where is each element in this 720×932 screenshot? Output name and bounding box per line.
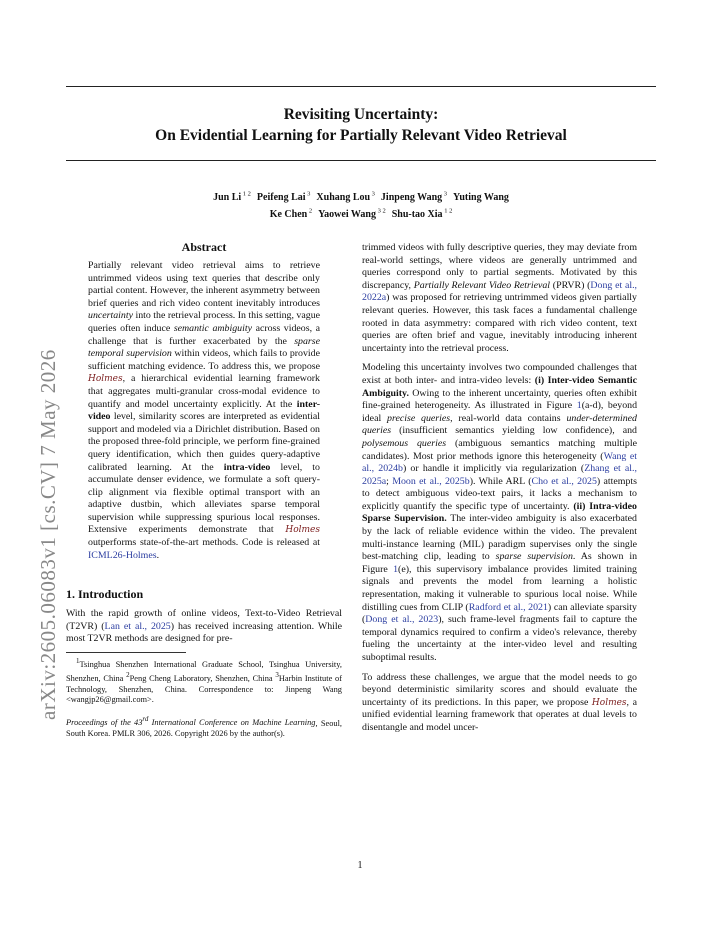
author-name: Yuting Wang bbox=[453, 192, 509, 204]
author-name: Xuhang Lou $^3$ bbox=[316, 191, 375, 204]
right-column bbox=[362, 242, 637, 735]
author-name: Yaowei Wang $^{3 2}$ bbox=[318, 207, 386, 220]
bottom-title-rule bbox=[66, 160, 656, 161]
paper-title bbox=[66, 104, 656, 146]
author-name: Jun Li $^{1 2}$ bbox=[213, 191, 251, 204]
author-name: Peifeng Lai $^3$ bbox=[256, 191, 311, 204]
page-number: 1 bbox=[357, 860, 363, 871]
proceedings-note: Proceedings of the 43rd International Conference on Machine Learning, Seoul, South Korea. PMLR 306, 2026. Copyright 2026 by the author(s). bbox=[66, 715, 342, 738]
footnote-rule bbox=[66, 652, 186, 653]
right-paragraph-1: trimmed videos with fully descriptive queries, they may deviate from real-world settings, where videos are generally untrimmed and queries correspond only to partial segments. Motivated by this discrepancy, Partially Relevant Video Retrieval (PRVR) (Dong et al., 2022a) was proposed for retrieving untrimmed videos given partially relevant queries. However, this task faces a fundamental challenge rooted in data asymmetry: compared with rich video content, text queries are often brief and vague, inevitably introducing inherent uncertainty into the retrieval process. bbox=[362, 242, 638, 354]
title-line-1: Revisiting Uncertainty: bbox=[283, 106, 439, 123]
left-column bbox=[66, 240, 342, 739]
arxiv-identifier: arXiv:2605.06083v1 [cs.CV] 7 May 2026 bbox=[36, 349, 60, 720]
right-paragraph-2: Modeling this uncertainty involves two compounded challenges that exist at both inter- and intra-video levels: (i) Inter-video Semantic Ambiguity. Owing to the inherent uncertainty, queries often exhibit fine-grained heterogeneity. As illustrated in Figure 1(a-d), beyond ideal precise queries, real-world data contains under-determined queries (insufficient semantics yielding low confidence), and polysemous queries (ambiguous semantics matching multiple candidates). Most prior methods ignore this heterogeneity (Wang et al., 2024b) or handle it implicitly via regularization (Zhang et al., 2025a; Moon et al., 2025b). While ARL (Cho et al., 2025) attempts to detect ambiguous video-text pairs, it lacks a mechanism to explicitly quantify the specific type of uncertainty. (ii) Intra-video Sparse Supervision. The inter-video ambiguity is also exacerbated by the lack of reliable evidence within the video. The prevalent multi-instance learning (MIL) paradigm supervises only the single best-matching clip, leading to sparse supervision. As shown in Figure 1(e), this supervisory imbalance provides limited training signals and prevents the model from learning a holistic representation, making it vulnerable to spurious local noise. While distilling cues from CLIP (Radford et al., 2021) can alleviate sparsity (Dong et al., 2023), such frame-level fragments fail to capture the temporal dynamics required to confirm a video's relevance, thereby fueling the uncertainty at the inter-video level and resulting suboptimal results. bbox=[362, 362, 638, 663]
intro-heading: 1. Introduction bbox=[66, 587, 144, 602]
author-name: Ke Chen $^2$ bbox=[269, 207, 313, 220]
abstract-body: Partially relevant video retrieval aims to retrieve untrimmed videos using text queries that describe only partial content. However, the inherent asymmetry between brief queries and rich video content inevitably introduces uncertainty into the retrieval process. In this setting, vague queries often induce semantic ambiguity across videos, a challenge that is further exacerbated by the sparse temporal supervision within videos, which fails to provide sufficient matching evidence. To address this, we propose Holmes, a hierarchical evidential learning framework that aggregates multi-granular cross-modal evidence to quantify and model uncertainty explicitly. At the inter-video level, similarity scores are interpreted as evidential support and modeled via a Dirichlet distribution. Based on the proposed three-fold principle, we perform fine-grained query identification, which then guides query-adaptive calibrated learning. At the intra-video level, to accumulate denser evidence, we formulate a soft query-clip alignment via flexible optimal transport with an adaptive dustbin, which alleviates sparse temporal supervision while suppressing spurious local responses. Extensive experiments demonstrate that Holmes outperforms state-of-the-art methods. Code is released at ICML26-Holmes. bbox=[88, 260, 321, 561]
author-line-2 bbox=[66, 204, 656, 220]
affiliation-footnote: $^1$Tsinghua Shenzhen International Graduate School, Tsinghua University, Shenzhen, China $^2$Peng Cheng Laboratory, Shenzhen, China $^3$Harbin Institute of Technology, Shenzhen, China. Correspondence to: Jinpeng Wang <wangjp26@gmail.com>. bbox=[66, 657, 342, 705]
right-paragraph-3: To address these challenges, we argue that the model needs to go beyond deterministic similarity scores and should evaluate the uncertainty of its predictions. In this paper, we propose Holmes, a unified evidential learning framework that operates at dual levels to disentangle and model uncer- bbox=[362, 671, 637, 733]
title-line-2: On Evidential Learning for Partially Relevant Video Retrieval bbox=[155, 127, 567, 144]
author-list bbox=[66, 188, 656, 221]
abstract-heading: Abstract bbox=[181, 240, 227, 254]
author-name: Shu-tao Xia $^{1 2}$ bbox=[391, 207, 453, 220]
author-line-1 bbox=[66, 188, 656, 204]
intro-paragraph-1: With the rapid growth of online videos, Text-to-Video Retrieval (T2VR) (Lan et al., 2025) has received increasing attention. While most T2VR methods are designed for pre- bbox=[66, 608, 343, 645]
top-rule bbox=[66, 86, 656, 87]
author-name: Jinpeng Wang $^3$ bbox=[380, 191, 448, 204]
